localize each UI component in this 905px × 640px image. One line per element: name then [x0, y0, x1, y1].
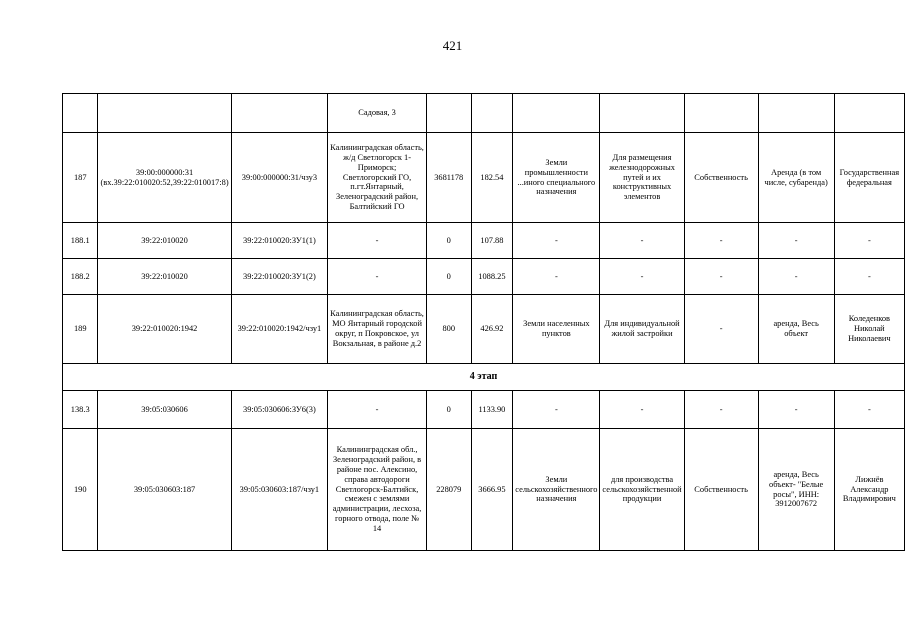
cell-area-calc: 426.92: [471, 295, 513, 364]
cell-owner: -: [834, 391, 904, 429]
cell-encumbrance: аренда, Весь объект- "Белые росы", ИНН: 3912007672: [758, 429, 834, 551]
cell-encumbrance: [758, 94, 834, 133]
cell-cadastral-block: 39:00:000000:31 (вх.39:22:010020:52,39:22:010017:8): [98, 133, 231, 223]
table-row: [63, 223, 905, 259]
cell-owner: Лижнёв Александр Владимирович: [834, 429, 904, 551]
cell-area-doc: 0: [426, 391, 471, 429]
cell-no: 188.1: [63, 223, 98, 259]
cell-designation: 39:22:010020:1942/чзу1: [231, 295, 328, 364]
cell-cadastral-block: 39:22:010020: [98, 223, 231, 259]
cell-right-type: Собственность: [684, 429, 758, 551]
cell-right-type: -: [684, 295, 758, 364]
cell-permitted-use: для производства сельскохозяйственной продукции: [600, 429, 684, 551]
stage-label: 4 этап: [63, 364, 905, 391]
cell-land-category: -: [513, 391, 600, 429]
cell-address: -: [328, 391, 427, 429]
cell-permitted-use: [600, 94, 684, 133]
cell-land-category: -: [513, 223, 600, 259]
cell-area-calc: [471, 94, 513, 133]
cell-right-type: -: [684, 259, 758, 295]
cell-owner: [834, 94, 904, 133]
cell-permitted-use: -: [600, 223, 684, 259]
cell-right-type: -: [684, 391, 758, 429]
cell-designation: 39:05:030603:187/чзу1: [231, 429, 328, 551]
cell-cadastral-block: 39:05:030603:187: [98, 429, 231, 551]
cell-address: Калининградская область, МО Янтарный городской округ, п Покровское, ул Вокзальная, в районе д.2: [328, 295, 427, 364]
cell-address: -: [328, 259, 427, 295]
cell-permitted-use: Для индивидуальной жилой застройки: [600, 295, 684, 364]
cell-permitted-use: Для размещения железнодорожных путей и их конструктивных элементов: [600, 133, 684, 223]
cell-right-type: -: [684, 223, 758, 259]
cell-no: 138.3: [63, 391, 98, 429]
cell-encumbrance: -: [758, 259, 834, 295]
cell-area-doc: 0: [426, 223, 471, 259]
cell-address: Садовая, 3: [328, 94, 427, 133]
table-row: [63, 429, 905, 551]
cell-owner: -: [834, 223, 904, 259]
cell-encumbrance: -: [758, 391, 834, 429]
cell-area-doc: 0: [426, 259, 471, 295]
stage-header-row: [63, 364, 905, 391]
cell-area-calc: 1088.25: [471, 259, 513, 295]
cell-address: -: [328, 223, 427, 259]
cell-area-calc: 3666.95: [471, 429, 513, 551]
cell-designation: 39:05:030606:ЗУ6(3): [231, 391, 328, 429]
cell-no: [63, 94, 98, 133]
cell-designation: 39:00:000000:31/чзу3: [231, 133, 328, 223]
cell-designation: 39:22:010020:ЗУ1(1): [231, 223, 328, 259]
cell-no: 190: [63, 429, 98, 551]
table-row: [63, 391, 905, 429]
page-number: 421: [442, 38, 463, 53]
cell-cadastral-block: 39:05:030606: [98, 391, 231, 429]
table-row: [63, 259, 905, 295]
cell-permitted-use: -: [600, 391, 684, 429]
cell-no: 189: [63, 295, 98, 364]
cell-area-doc: 228079: [426, 429, 471, 551]
cell-right-type: Собственность: [684, 133, 758, 223]
cell-area-calc: 1133.90: [471, 391, 513, 429]
cell-no: 188.2: [63, 259, 98, 295]
table-row: [63, 295, 905, 364]
table-row: [63, 133, 905, 223]
cell-area-calc: 107.88: [471, 223, 513, 259]
cell-designation: 39:22:010020:ЗУ1(2): [231, 259, 328, 295]
cell-land-category: Земли населенных пунктов: [513, 295, 600, 364]
land-plots-table: [62, 93, 905, 551]
cell-cadastral-block: 39:22:010020: [98, 259, 231, 295]
cell-owner: Коледенков Николай Николаевич: [834, 295, 904, 364]
table-row: [63, 94, 905, 133]
cell-cadastral-block: [98, 94, 231, 133]
cell-land-category: Земли сельскохозяйственного назначения: [513, 429, 600, 551]
cell-area-calc: 182.54: [471, 133, 513, 223]
cell-area-doc: 800: [426, 295, 471, 364]
cell-designation: [231, 94, 328, 133]
cell-address: Калининградская обл., Зеленоградский район, в районе пос. Алексино, справа автодороги Светлогорск-Балтийск, смежен с землями администрации, лесхоза, горного отвода, поле № 14: [328, 429, 427, 551]
cell-owner: Государственная федеральная: [834, 133, 904, 223]
cell-encumbrance: аренда, Весь объект: [758, 295, 834, 364]
cell-address: Калининградская область, ж/д Светлогорск 1-Приморск; Светлогорский ГО, п.гт.Янтарный, Зеленоградский район, Балтийский ГО: [328, 133, 427, 223]
cell-encumbrance: -: [758, 223, 834, 259]
cell-area-doc: [426, 94, 471, 133]
cell-no: 187: [63, 133, 98, 223]
cell-encumbrance: Аренда (в том числе, субаренда): [758, 133, 834, 223]
cell-area-doc: 3681178: [426, 133, 471, 223]
cell-right-type: [684, 94, 758, 133]
cell-permitted-use: -: [600, 259, 684, 295]
cell-owner: -: [834, 259, 904, 295]
cell-cadastral-block: 39:22:010020:1942: [98, 295, 231, 364]
cell-land-category: Земли промышленности ...иного специального назначения: [513, 133, 600, 223]
cell-land-category: [513, 94, 600, 133]
cell-land-category: -: [513, 259, 600, 295]
